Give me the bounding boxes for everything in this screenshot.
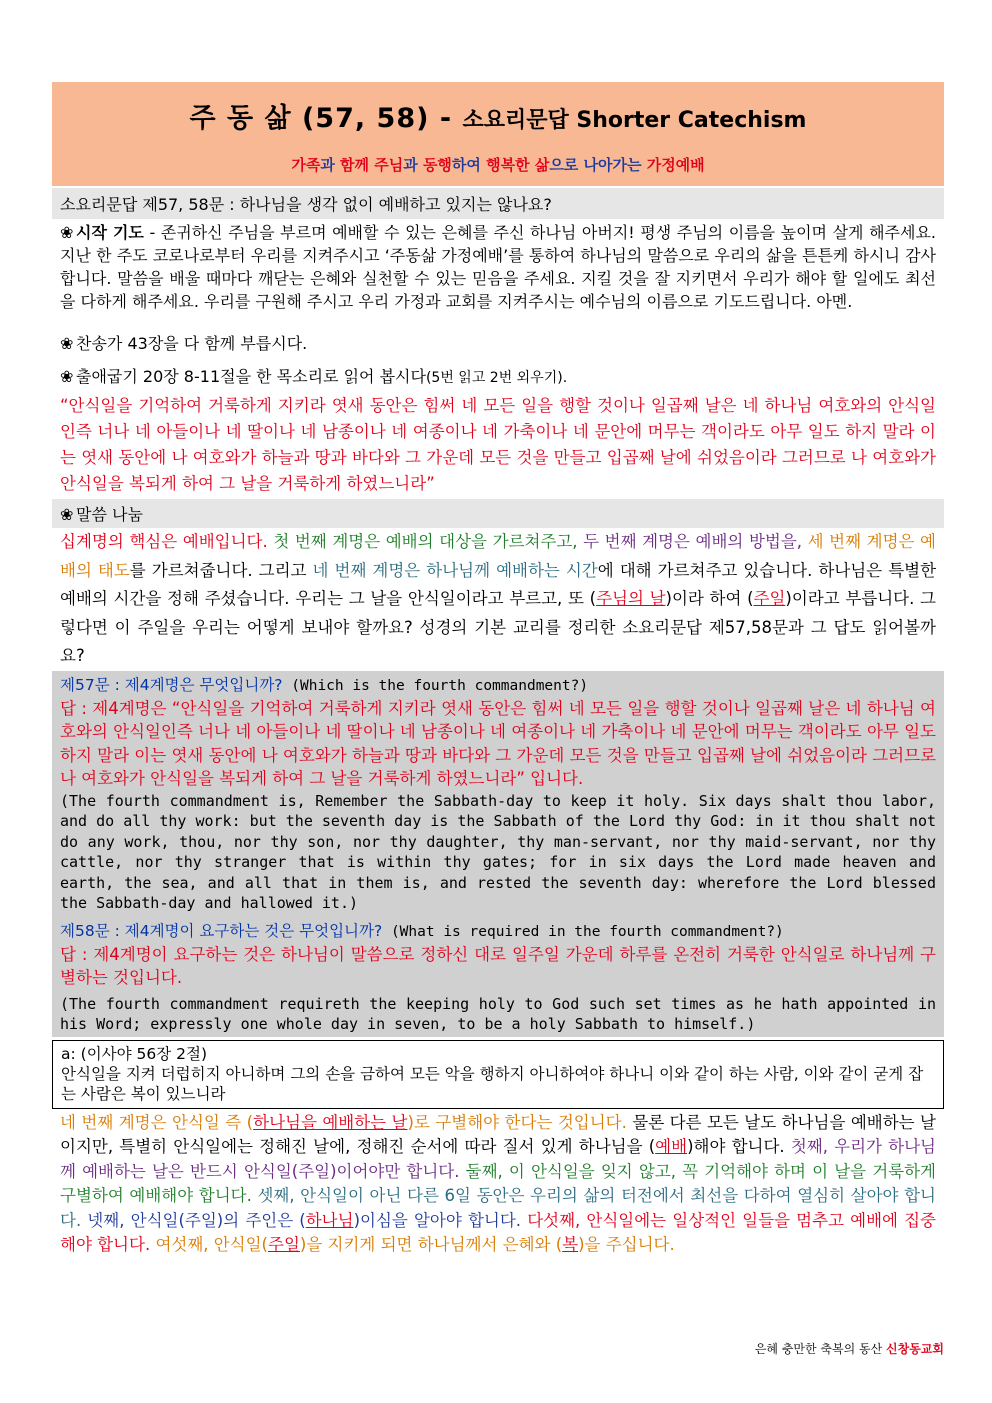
closing-run: 주일 (268, 1235, 300, 1254)
intro-run: 첫 번째 계명은 예배의 대상을 가르쳐주고, (273, 532, 584, 551)
verse-box (52, 1040, 944, 1109)
title-sub: 소요리문답 Shorter Catechism (462, 108, 807, 133)
closing-run: 첫째, 우리가 하나님께 예배하는 날은 반드시 안식일(주일)이어야만 합니다. (60, 1137, 936, 1181)
intro-run: )이라고 부릅니다. 그렇다면 이 주일을 우리는 어떻게 보내야 할까요? 성경의 기본 교리를 정리한 소요리문답 제57,58문과 그 답도 읽어볼까요? (60, 589, 936, 665)
intro-run: )이라 하여 ( (665, 589, 754, 608)
church-name: 신창동교회 (886, 1342, 944, 1356)
intro-run: 두 번째 계명은 예배의 방법을, (583, 532, 808, 551)
verse-ref: a: (이사야 56장 2절) (61, 1044, 208, 1063)
subtitle-run: 과 (320, 156, 341, 174)
scripture-passage: “안식일을 기억하여 거룩하게 지키라 엿새 동안은 힘써 네 모든 일을 행할 것이나 일곱째 날은 네 하나님 여호와의 안식일인즉 너나 네 아들이나 네 딸이나 네 남종이나 네 여종이나 네 가축이나 네 문안에 머무는 객이라도 아무 일도 하지 말라 이는 엿새 동안에 나 여호와가 하늘과 땅과 바다와 그 가운데 모든 것을 만들고 입곱째 날에 쉬었음이라 그러므로 나 여호와가 안식일을 복되게 하여 그 날을 거룩하게 하였느니라” (60, 396, 936, 493)
closing-run: )로 구별해야 한다는 것입니다. (407, 1112, 633, 1132)
closing-run: 셋째, 안식일이 아닌 다른 6일 동안은 우리의 삶의 터전에서 최선을 다하여 열심히 살아야 합니다. (60, 1186, 936, 1230)
sharing-intro (52, 528, 944, 671)
intro-run: 주님의 날 (596, 589, 666, 608)
subtitle-run: 동행 (422, 156, 452, 174)
closing-run: )해야 합니다. (687, 1137, 791, 1156)
title-main: 주 동 삶 (57, 58) - (189, 103, 463, 134)
verse-text: 안식일을 지켜 더럽히지 아니하며 그의 손을 금하여 모든 악을 행하지 아니하여야 하나니 이와 같이 하는 사람, 이와 같이 굳게 잡는 사람은 복이 있느니라 (61, 1064, 924, 1103)
q57-english: (The fourth commandment is, Remember the Sabbath-day to keep it holy. Six days shalt thou labor, and do all thy work: but the seventh day is the Sabbath of the Lord thy God: in it thou shalt not do any work, thou, nor thy son, nor thy daughter, thy man-servant, nor thy maid-servant, nor thy cattle, nor thy stranger that is within thy gates; for in six days the Lord made heaven and earth, the sea, and all that in them is, and rested the seventh day: wherefore the Lord blessed the Sabbath-day and hallowed it.) (60, 791, 936, 912)
closing-run: )이심을 알아야 합니다. (353, 1210, 528, 1230)
q58-question (52, 917, 944, 943)
prayer-text: - 존귀하신 주님을 부르며 예배할 수 있는 은혜를 주신 하나님 아버지! 평생 주님의 이름을 높이며 살게 해주세요. 지난 한 주도 코로나로부터 우리를 지켜주시고 ‘주동삶 가정예배’를 통하여 하나님의 말씀으로 우리의 삶을 튼튼케 하시니 감사합니다. 말씀을 배울 때마다 깨닫는 은혜와 실천할 수 있는 믿음을 주세요. 지킬 것을 잘 지키면서 우리가 해야 할 일에도 최선을 다하게 해주세요. 우리를 구원해 주시고 우리 가정과 교회를 지켜주시는 예수님의 이름으로 기도드립니다. 아멘. (60, 223, 936, 311)
reading-line (52, 364, 944, 387)
subtitle-run: 으로 나아가는 (549, 156, 647, 174)
reading-text: 출애굽기 20장 8-11절을 한 목소리로 읽어 봅시다 (76, 367, 426, 386)
closing-run: 여섯째, 안식일( (155, 1235, 268, 1254)
subtitle-run: 주님 (374, 156, 404, 174)
closing-run: 예배 (655, 1137, 688, 1156)
sharing-label: 말씀 나눔 (76, 505, 143, 524)
closing-paragraph (52, 1111, 944, 1258)
hymn-line (52, 331, 944, 354)
q57-answer-label: 답 : 제4계명은 (60, 698, 172, 718)
flower-icon: ❀ (60, 334, 74, 353)
subtitle-run: 과 (403, 156, 423, 174)
footer (755, 1340, 944, 1357)
flower-icon: ❀ (60, 223, 74, 242)
closing-run: 다섯째, 안식일에는 일상적인 일들을 멈추고 예배에 집중해야 합니다. (60, 1210, 937, 1254)
closing-run: 복 (562, 1235, 579, 1254)
subtitle-run: 하여 (451, 156, 487, 174)
opening-prayer (52, 221, 944, 313)
closing-run: 하나님 (305, 1210, 354, 1230)
worship-page (52, 82, 944, 1258)
closing-run: 물론 다른 모든 날도 하나님을 예배하는 날이지만, 특별히 안식일에는 정해진 날에, 정해진 순서에 따라 질서 있게 하나님을 ( (60, 1112, 936, 1156)
intro-run: 세 번째 계명은 예배의 태도 (60, 532, 936, 580)
q57-answer (52, 697, 944, 791)
closing-run: )을 지키게 되면 하나님께서 은혜와 ( (299, 1235, 563, 1254)
subtitle-run: 가족 (291, 156, 321, 174)
q58-english: (The fourth commandment requireth the keeping holy to God such set times as he hath appointed in his Word; expressly one whole day in seven, to be a holy Sabbath to himself.) (60, 994, 936, 1033)
subtitle-run: 가정예배 (646, 156, 705, 174)
intro-run: 에 대해 가르쳐주고 있습니다. 하나님은 특별한 예배의 시간을 정해 주셨습니다. 우리는 그 날을 안식일이라고 부르고, 또 ( (60, 560, 937, 608)
q58-question-ko: 제58문 : 제4계명이 요구하는 것은 무엇입니까? (60, 921, 383, 940)
closing-run: 넷째, 안식일(주일)의 주인은 ( (87, 1210, 306, 1230)
prayer-label: 시작 기도 (76, 223, 144, 242)
flower-icon: ❀ (60, 505, 74, 524)
intro-run: 를 가르쳐줍니다. 그리고 (129, 560, 313, 580)
q57-question-ko: 제57문 : 제4계명은 무엇입니까? (60, 675, 283, 694)
intro-run: 십계명의 핵심은 예배입니다. (60, 532, 274, 551)
closing-run: 하나님을 예배하는 날 (253, 1112, 408, 1132)
intro-run: 네 번째 계명은 하나님께 예배하는 시간 (312, 560, 598, 580)
q58-answer: 답 : 제4계명이 요구하는 것은 하나님이 말씀으로 정하신 대로 일주일 가운데 하루를 온전히 거룩한 안식일로 하나님께 구별하는 것입니다. (60, 944, 936, 987)
subtitle-run: 행복한 삶 (486, 156, 550, 174)
flower-icon: ❀ (60, 367, 74, 386)
sharing-header (52, 499, 944, 528)
closing-run: 둘째, 이 안식일을 잊지 않고, 꼭 기억해야 하며 이 날을 거룩하게 구별하여 예배해야 합니다. (60, 1161, 936, 1205)
closing-run: )을 주십니다. (578, 1235, 675, 1254)
reading-note: (5번 읽고 2번 외우기). (425, 370, 568, 386)
hymn-text: 찬송가 43장을 다 함께 부릅시다. (76, 334, 308, 353)
q57-question-en: (Which is the fourth commandment?) (282, 677, 589, 694)
closing-run: 네 번째 계명은 안식일 즉 ( (60, 1112, 254, 1132)
page-subtitle (52, 154, 944, 175)
q58-question-en: (What is required in the fourth commandment?) (382, 923, 784, 940)
intro-run: 주일 (753, 589, 786, 608)
subtitle-run: 함께 (340, 156, 375, 174)
page-title (52, 96, 944, 135)
page-header (52, 82, 944, 186)
footer-text: 은혜 충만한 축복의 동산 (754, 1342, 887, 1356)
q57-answer-text: “안식일을 기억하여 거룩하게 지키라 엿새 동안은 힘써 네 모든 일을 행할 것이나 일곱째 날은 네 하나님 여호와의 안식일인즉 너나 네 아들이나 네 딸이나 네 남종이나 네 여종이나 네 가축이나 네 문안에 머무는 객이라도 아무 일도 하지 말라 이는 엿새 동안에 나 여호와가 하늘과 땅과 바다와 그 가운데 모든 것을 만들고 입곱째 날에 쉬었음이라 그러므로 나 여호와가 안식일을 복되게 하여 그 날을 거룩하게 하였느니라” 입니다. (60, 698, 936, 788)
question-title: 소요리문답 제57, 58문 : 하나님을 생각 없이 예배하고 있지는 않나요? (52, 188, 944, 219)
catechism-box (52, 671, 944, 1037)
q57-question (52, 671, 944, 697)
